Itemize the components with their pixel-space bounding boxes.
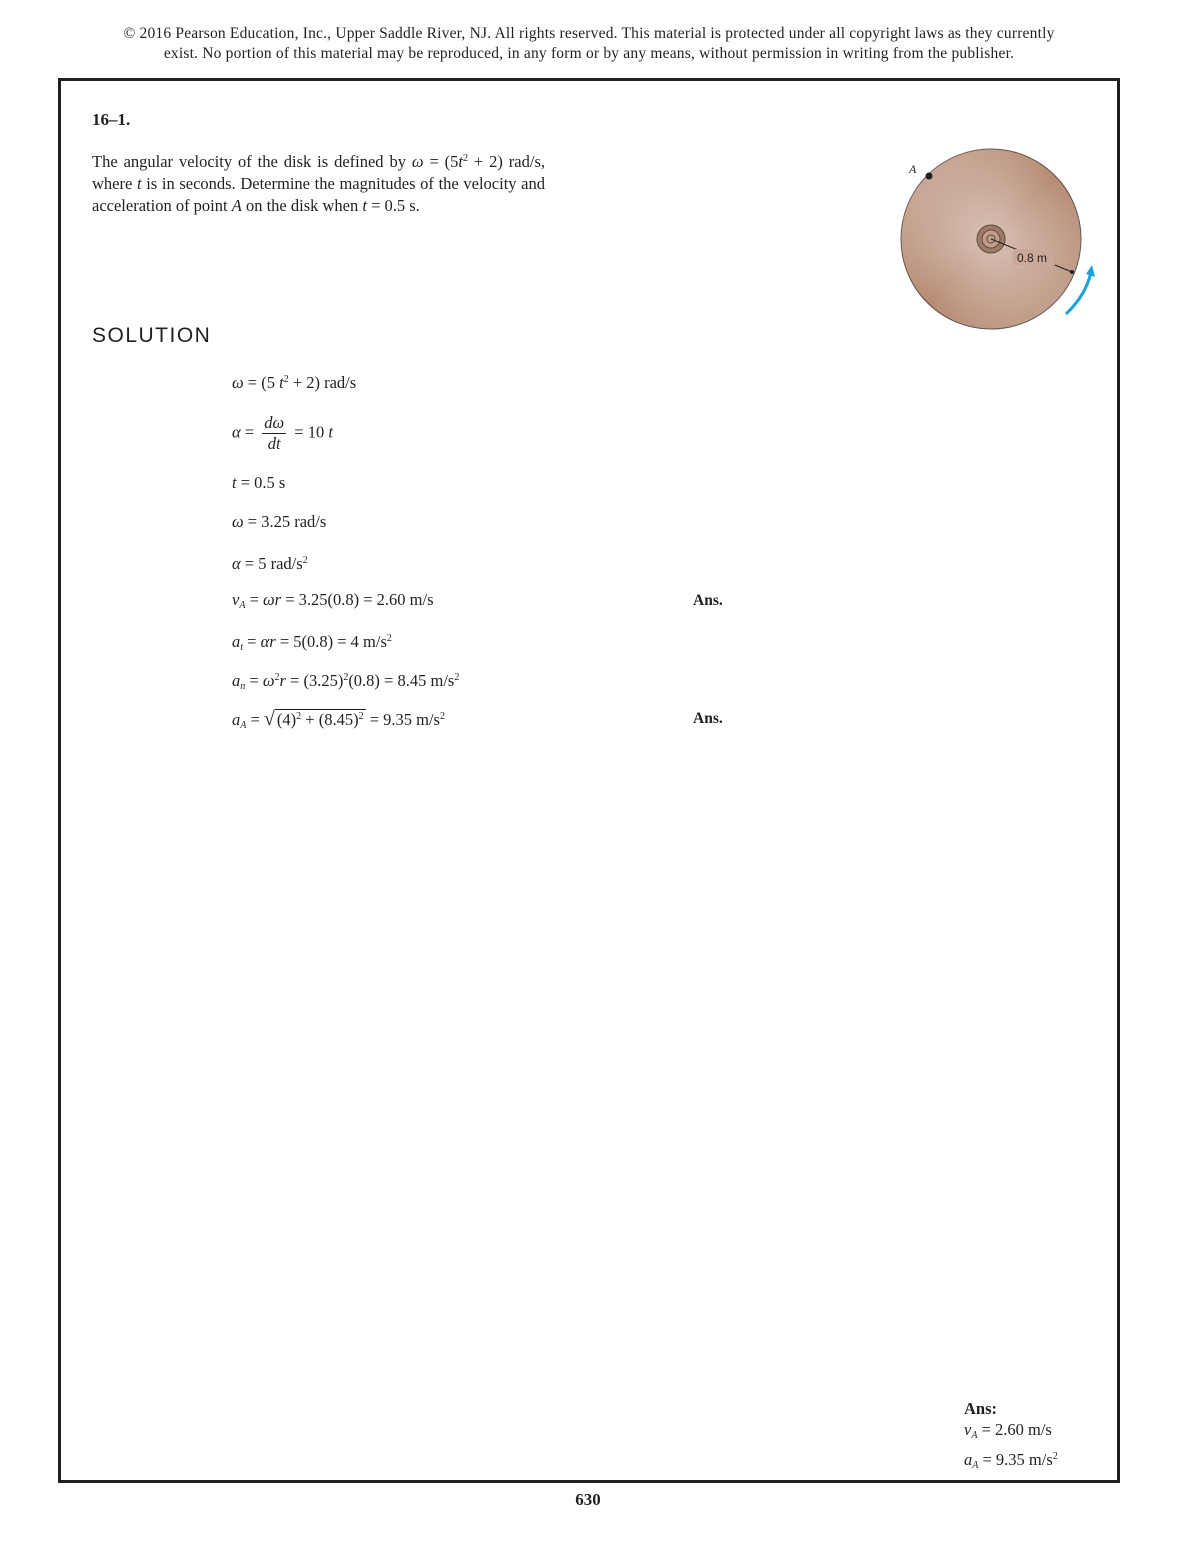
eq-symbol: a: [232, 671, 241, 690]
rotation-arrowhead: [1086, 265, 1095, 277]
eq-text: = 5 rad/s: [240, 554, 303, 573]
equation-normal-accel: $a_n = \omega^2r = (3.25)^2(0.8) = 8.45$ $m/s^2$: [232, 671, 460, 692]
eq-text: = 0.5 s: [236, 473, 286, 492]
point-a-marker: [926, 173, 933, 180]
eq-text: = 5(0.8) = 4 m/s: [275, 632, 387, 651]
eq-text: (0.8) = 8.45 m/s: [348, 671, 455, 690]
problem-statement: The angular velocity of the disk is defined by $\omega = (5t^2 + 2)$ rad/s, where t is in seconds. Determine the magnitudes of the velocity and acceleration of point A on the disk when t = 0.5 s.: [92, 152, 545, 215]
radius-label: 0.8 m: [1017, 251, 1048, 265]
eq-subscript: A: [239, 600, 246, 611]
eq-text: =: [245, 590, 263, 609]
eq-symbol: α: [232, 554, 241, 573]
eq-text: = 10: [290, 422, 329, 442]
eq-text: = 9.35 m/s: [978, 1450, 1053, 1469]
answer-summary: [964, 1398, 1058, 1476]
eq-symbol: t: [328, 422, 333, 442]
statement-text: = 0.5 s.: [366, 196, 420, 215]
page-number: 630: [575, 1490, 601, 1509]
statement-text: is in seconds. Determine the magnitudes of the velocity and acceleration of point: [92, 174, 545, 215]
eq-symbol: r: [274, 590, 282, 609]
answer-velocity: [964, 1419, 1058, 1446]
eq-symbol: a: [232, 710, 241, 729]
eq-symbol: r: [269, 632, 276, 651]
eq-text: =: [245, 671, 263, 690]
equation-tangential-accel: $a_t = \alpha r = 5(0.8) = 4$ $m/s^2$: [232, 632, 392, 653]
eq-text: =: [240, 422, 259, 442]
eq-text: = (3.25): [285, 671, 344, 690]
t-symbol: t: [136, 174, 142, 193]
eq-text: = 2.60 m/s: [977, 1420, 1052, 1439]
eq-symbol: α: [232, 422, 241, 442]
eq-text: =: [243, 632, 261, 651]
problem-number: 16–1.: [92, 110, 131, 129]
omega-symbol: ω: [411, 152, 424, 171]
equation-omega-value: [232, 512, 326, 532]
copyright-notice: [60, 24, 1118, 64]
eq-symbol: a: [964, 1450, 973, 1469]
eq-symbol: t: [279, 373, 284, 392]
disk-figure-svg: [890, 140, 1100, 340]
eq-text: + (8.45): [301, 710, 359, 729]
equation-omega: ω = (5 $t^2 + 2$) rad/s: [232, 373, 357, 392]
eq-subscript: A: [971, 1430, 978, 1441]
fraction-denominator: dt: [267, 434, 281, 453]
equation-velocity: [232, 590, 434, 616]
square-root: [264, 707, 366, 730]
eq-symbol: a: [232, 632, 241, 651]
a-symbol: A: [231, 196, 242, 215]
answer-summary-title: Ans:: [964, 1399, 998, 1418]
fraction: [262, 413, 286, 454]
eq-text: = 9.35 m/s: [365, 710, 440, 729]
eq-symbol: v: [232, 590, 240, 609]
eq-text: = 3.25 rad/s: [243, 512, 327, 531]
eq-symbol: ω: [232, 512, 244, 531]
radius-endpoint: [1070, 270, 1074, 274]
eq-subscript: A: [972, 1460, 979, 1471]
eq-subscript: A: [240, 720, 247, 731]
solution-heading: SOLUTION: [92, 324, 212, 347]
statement-text: + 2) rad/s, where: [92, 152, 545, 193]
eq-text: = (5: [243, 373, 280, 392]
eq-subscript: n: [240, 681, 246, 692]
radical-sign: √: [263, 708, 275, 730]
disk-figure: [890, 140, 1100, 345]
eq-text: =: [246, 710, 264, 729]
equation-t: [232, 473, 285, 493]
equation-total-accel: $a_A$ = √ $(4)^2 + (8.45)^2 = 9.35$ $m/s^2$: [232, 708, 445, 731]
eq-symbol: ω: [262, 671, 275, 690]
eq-symbol: ω: [232, 373, 244, 392]
statement-text: on the disk when: [241, 196, 363, 215]
eq-subscript: t: [240, 642, 244, 653]
eq-text: = 3.25(0.8) = 2.60 m/s: [281, 590, 434, 609]
eq-symbol: v: [964, 1420, 972, 1439]
point-a-label: A: [909, 162, 917, 176]
copyright-line-1: © 2016 Pearson Education, Inc., Upper Saddle River, NJ. All rights reserved. This material is protected under all copyright laws as they currently: [123, 25, 1055, 42]
eq-symbol: α: [260, 632, 270, 651]
answer-tag-velocity: Ans.: [693, 592, 723, 609]
eq-text: + 2) rad/s: [288, 373, 357, 392]
equation-alpha-derivative: [232, 413, 333, 454]
equation-alpha-value: α = 5 rad/$s^2$: [232, 554, 308, 573]
answer-acceleration: $a_A = 9.35$ $m/s^2$: [964, 1450, 1058, 1471]
eq-symbol: ω: [263, 590, 275, 609]
statement-text: = (5: [423, 152, 459, 171]
t-symbol: t: [458, 152, 463, 171]
answer-tag-acceleration: Ans.: [693, 710, 723, 727]
radicand: $(4)^2 + (8.45)^2$: [276, 710, 364, 729]
eq-symbol: r: [279, 671, 286, 690]
copyright-line-2: exist. No portion of this material may be reproduced, in any form or by any means, without permission in writing from the publisher.: [163, 45, 1015, 62]
eq-symbol: t: [232, 473, 237, 492]
statement-text: The angular velocity of the disk is defined by: [92, 152, 412, 171]
t-symbol: t: [362, 196, 367, 215]
fraction-numerator: dω: [264, 413, 285, 432]
eq-text: (4): [276, 710, 297, 729]
